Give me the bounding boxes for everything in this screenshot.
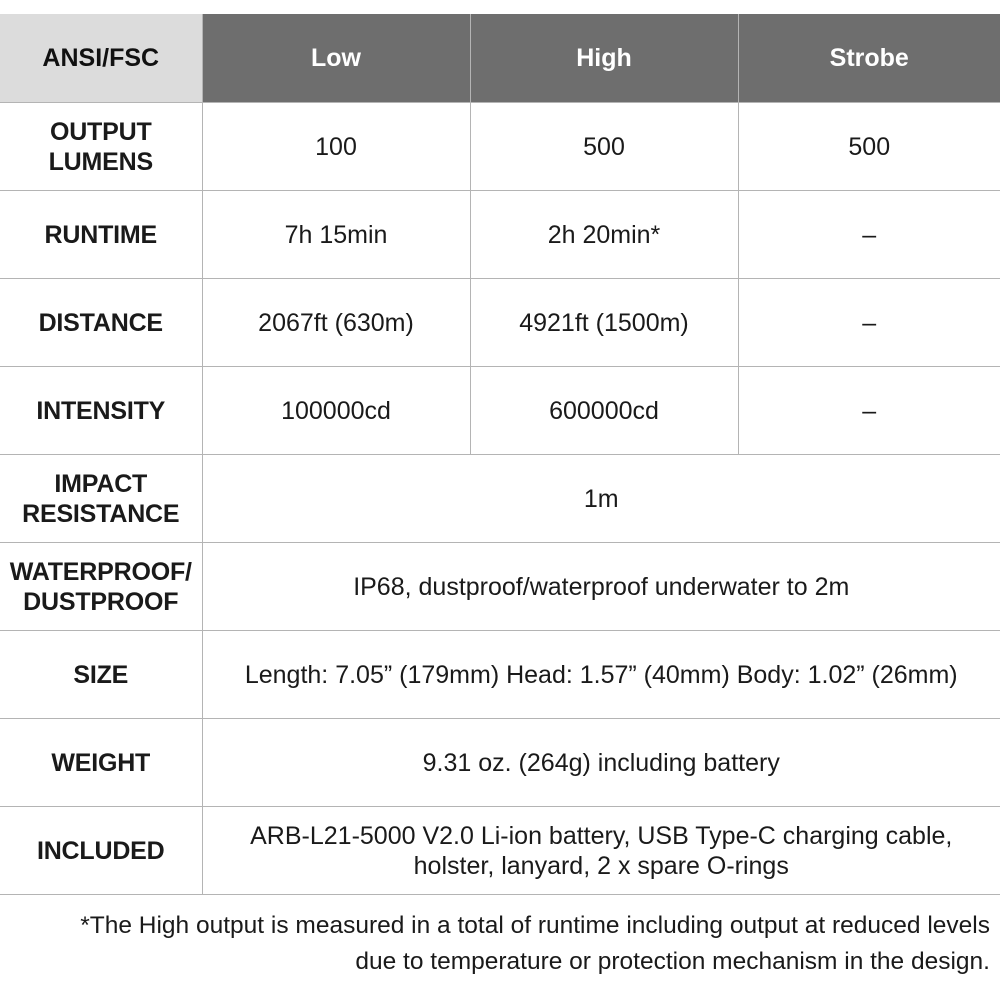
included-line: holster, lanyard, 2 x spare O-rings <box>413 851 789 880</box>
table-row-weight <box>0 719 1000 807</box>
footnote-line: due to temperature or protection mechanism in the design. <box>355 948 990 975</box>
cell-included-value <box>202 807 1000 895</box>
footnote <box>10 908 990 980</box>
cell-runtime-strobe: – <box>738 191 1000 279</box>
cell-intensity-low: 100000cd <box>202 367 470 455</box>
cell-distance-low: 2067ft (630m) <box>202 279 470 367</box>
label-line: RESISTANCE <box>22 499 180 528</box>
table-row-output-lumens <box>0 103 1000 191</box>
label-line: LUMENS <box>48 147 153 176</box>
label-line: OUTPUT <box>49 117 152 146</box>
cell-intensity-strobe: – <box>738 367 1000 455</box>
row-label-impact-resistance <box>0 455 202 543</box>
cell-distance-strobe: – <box>738 279 1000 367</box>
cell-runtime-low: 7h 15min <box>202 191 470 279</box>
cell-impact-value: 1m <box>202 455 1000 543</box>
table-row-distance <box>0 279 1000 367</box>
cell-output-strobe: 500 <box>738 103 1000 191</box>
header-standard: ANSI/FSC <box>0 14 202 103</box>
row-label-intensity: INTENSITY <box>0 367 202 455</box>
cell-weight-value: 9.31 oz. (264g) including battery <box>202 719 1000 807</box>
row-label-included: INCLUDED <box>0 807 202 895</box>
cell-output-high: 500 <box>470 103 738 191</box>
row-label-weight: WEIGHT <box>0 719 202 807</box>
header-mode-strobe: Strobe <box>738 14 1000 103</box>
cell-output-low: 100 <box>202 103 470 191</box>
row-label-waterproof <box>0 543 202 631</box>
label-line: IMPACT <box>54 469 148 498</box>
specifications-table <box>0 14 1000 895</box>
row-label-runtime: RUNTIME <box>0 191 202 279</box>
row-label-size: SIZE <box>0 631 202 719</box>
cell-intensity-high: 600000cd <box>470 367 738 455</box>
included-line: ARB-L21-5000 V2.0 Li-ion battery, USB Type-C charging cable, <box>250 821 953 850</box>
cell-distance-high: 4921ft (1500m) <box>470 279 738 367</box>
table-row-impact-resistance <box>0 455 1000 543</box>
table-row-runtime <box>0 191 1000 279</box>
header-row <box>0 14 1000 103</box>
table-row-size <box>0 631 1000 719</box>
cell-size-value: Length: 7.05” (179mm) Head: 1.57” (40mm) Body: 1.02” (26mm) <box>202 631 1000 719</box>
table-row-intensity <box>0 367 1000 455</box>
cell-waterproof-value: IP68, dustproof/waterproof underwater to 2m <box>202 543 1000 631</box>
header-mode-low: Low <box>202 14 470 103</box>
label-line: DUSTPROOF <box>23 587 179 616</box>
cell-runtime-high: 2h 20min* <box>470 191 738 279</box>
label-line: WATERPROOF/ <box>9 557 192 586</box>
header-mode-high: High <box>470 14 738 103</box>
table-row-waterproof <box>0 543 1000 631</box>
footnote-line: *The High output is measured in a total of runtime including output at reduced levels <box>80 912 990 939</box>
row-label-distance: DISTANCE <box>0 279 202 367</box>
table-row-included <box>0 807 1000 895</box>
row-label-output-lumens <box>0 103 202 191</box>
